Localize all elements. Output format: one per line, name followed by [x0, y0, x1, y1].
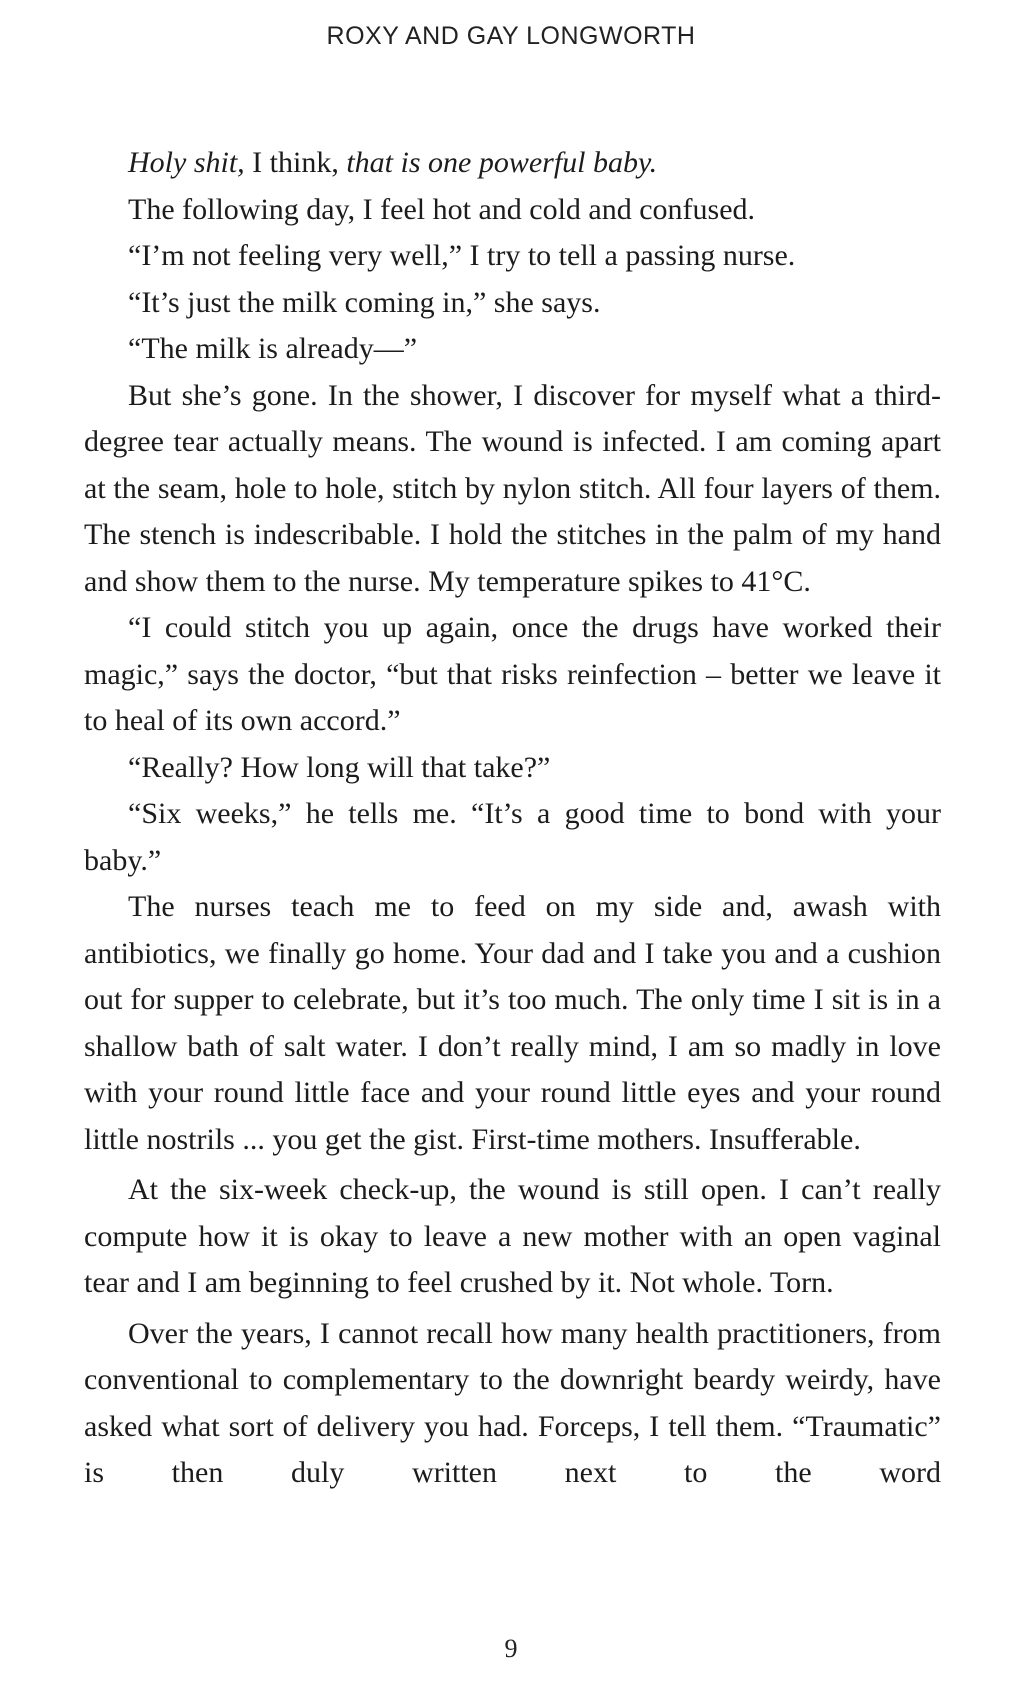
running-head: ROXY AND GAY LONGWORTH	[326, 22, 696, 50]
paragraph-4: “It’s just the milk coming in,” she says.	[128, 285, 601, 319]
italic-text: Holy shit,	[128, 146, 245, 179]
paragraph-2: The following day, I feel hot and cold and confused.	[128, 192, 756, 226]
paragraph-9: “Six weeks,” he tells me. “It’s a good time to bond with your baby.”	[84, 797, 941, 877]
paragraph-6: But she’s gone. In the shower, I discover for myself what a third-degree tear actually means. The wound is infected. I am coming apart at the seam, hole to hole, stitch by nylon stitch. All four layers of them. The stench is indescribable. I hold the stitches in the palm of my hand and show them to the nurse. My temperature spikes to 41°C.	[84, 378, 941, 598]
body-text	[84, 140, 941, 1497]
paragraph-11: At the six-week check-up, the wound is still open. I can’t really compute how it is okay to leave a new mother with an open vaginal tear and I am beginning to feel crushed by it. Not whole. Torn.	[84, 1173, 941, 1299]
italic-text: that is one powerful baby.	[346, 146, 658, 179]
paragraph-3: “I’m not feeling very well,” I try to tell a passing nurse.	[128, 239, 796, 272]
page-number: 9	[504, 1634, 518, 1663]
paragraph-5: “The milk is already—”	[128, 332, 418, 365]
paragraph-10: The nurses teach me to feed on my side and, awash with antibiotics, we finally go home. Your dad and I take you and a cushion out for supper to celebrate, but it’s too much. The only time I sit is in a shallow bath of salt water. I don’t really mind, I am so madly in love with your round little face and your round little eyes and your round little nostrils ... you get the gist. First-time mothers. Insufferable.	[84, 890, 941, 1156]
paragraph-7: “I could stitch you up again, once the drugs have worked their magic,” says the doctor, “but that risks reinfection – better we leave it to heal of its own accord.”	[84, 611, 941, 737]
paragraph-8: “Really? How long will that take?”	[128, 750, 551, 784]
paragraph-12: Over the years, I cannot recall how many health practitioners, from conventional to complementary to the downright beardy weirdy, have asked what sort of delivery you had. Forceps, I tell them. “Traumatic” is then duly written next to the word	[84, 1316, 941, 1489]
body-text-run: I think,	[244, 146, 347, 179]
paragraph-1	[84, 140, 941, 187]
